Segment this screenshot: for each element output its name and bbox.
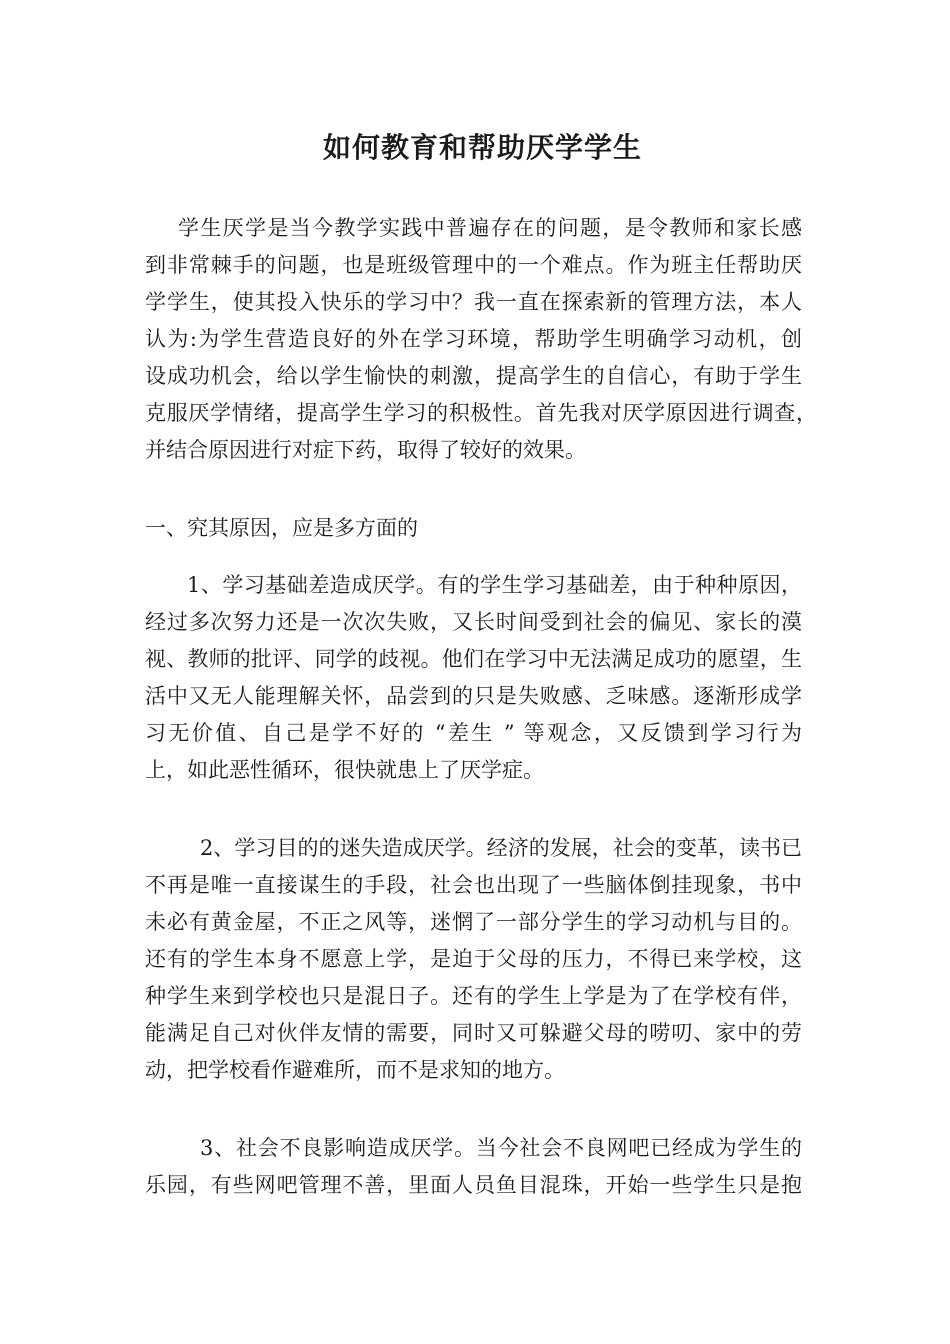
reason-2-line-7: 动，把学校看作避难所，而不是求知的地方。: [145, 1058, 565, 1082]
section-heading: 一、究其原因，应是多方面的: [145, 516, 418, 540]
intro-line-6: 克服厌学情绪，提高学生学习的积极性。首先我对厌学原因进行调查，: [145, 401, 817, 425]
reason-1-line-4: 活中又无人能理解关怀，品尝到的只是失败感、乏味感。逐渐形成学: [145, 684, 802, 708]
reason-1-line-5: 习无价值、自己是学不好的 “差生 ” 等观念，又反馈到学习行为: [145, 721, 802, 745]
reason-1-line-6: 上，如此恶性循环，很快就患上了厌学症。: [145, 758, 544, 782]
reason-1-line-3: 视、教师的批评、同学的歧视。他们在学习中无法满足成功的愿望，生: [145, 647, 802, 671]
reason-2-line-1: 2、学习目的的迷失造成厌学。经济的发展，社会的变革，读书已: [200, 836, 802, 860]
intro-line-2: 到非常棘手的问题，也是班级管理中的一个难点。作为班主任帮助厌: [145, 253, 802, 277]
intro-line-5: 设成功机会，给以学生愉快的刺激，提高学生的自信心，有助于学生: [145, 364, 802, 388]
reason-3-line-1: 3、社会不良影响造成厌学。当今社会不良网吧已经成为学生的: [200, 1136, 802, 1160]
reason-2-line-5: 种学生来到学校也只是混日子。还有的学生上学是为了在学校有伴，: [145, 984, 802, 1008]
intro-line-1: 学生厌学是当今教学实践中普遍存在的问题，是令教师和家长感: [178, 216, 802, 240]
intro-line-4: 认为:为学生营造良好的外在学习环境，帮助学生明确学习动机，创: [145, 327, 802, 351]
intro-line-3: 学学生，使其投入快乐的学习中？我一直在探索新的管理方法，本人: [145, 290, 802, 314]
page-title: 如何教育和帮助厌学学生: [322, 131, 642, 164]
reason-1-line-1: 1、学习基础差造成厌学。有的学生学习基础差，由于种种原因，: [187, 573, 802, 597]
reason-2-line-2: 不再是唯一直接谋生的手段，社会也出现了一些脑体倒挂现象，书中: [145, 873, 802, 897]
reason-2-line-3: 未必有黄金屋，不正之风等，迷惘了一部分学生的学习动机与目的。: [145, 910, 802, 934]
reason-2-line-4: 还有的学生本身不愿意上学，是迫于父母的压力，不得已来学校，这: [145, 947, 802, 971]
reason-1-line-2: 经过多次努力还是一次次失败，又长时间受到社会的偏见、家长的漠: [145, 610, 802, 634]
reason-3-line-2: 乐园，有些网吧管理不善，里面人员鱼目混珠，开始一些学生只是抱: [145, 1173, 802, 1197]
intro-line-7: 并结合原因进行对症下药，取得了较好的效果。: [145, 438, 586, 462]
reason-2-line-6: 能满足自己对伙伴友情的需要，同时又可躲避父母的唠叨、家中的劳: [145, 1021, 802, 1045]
